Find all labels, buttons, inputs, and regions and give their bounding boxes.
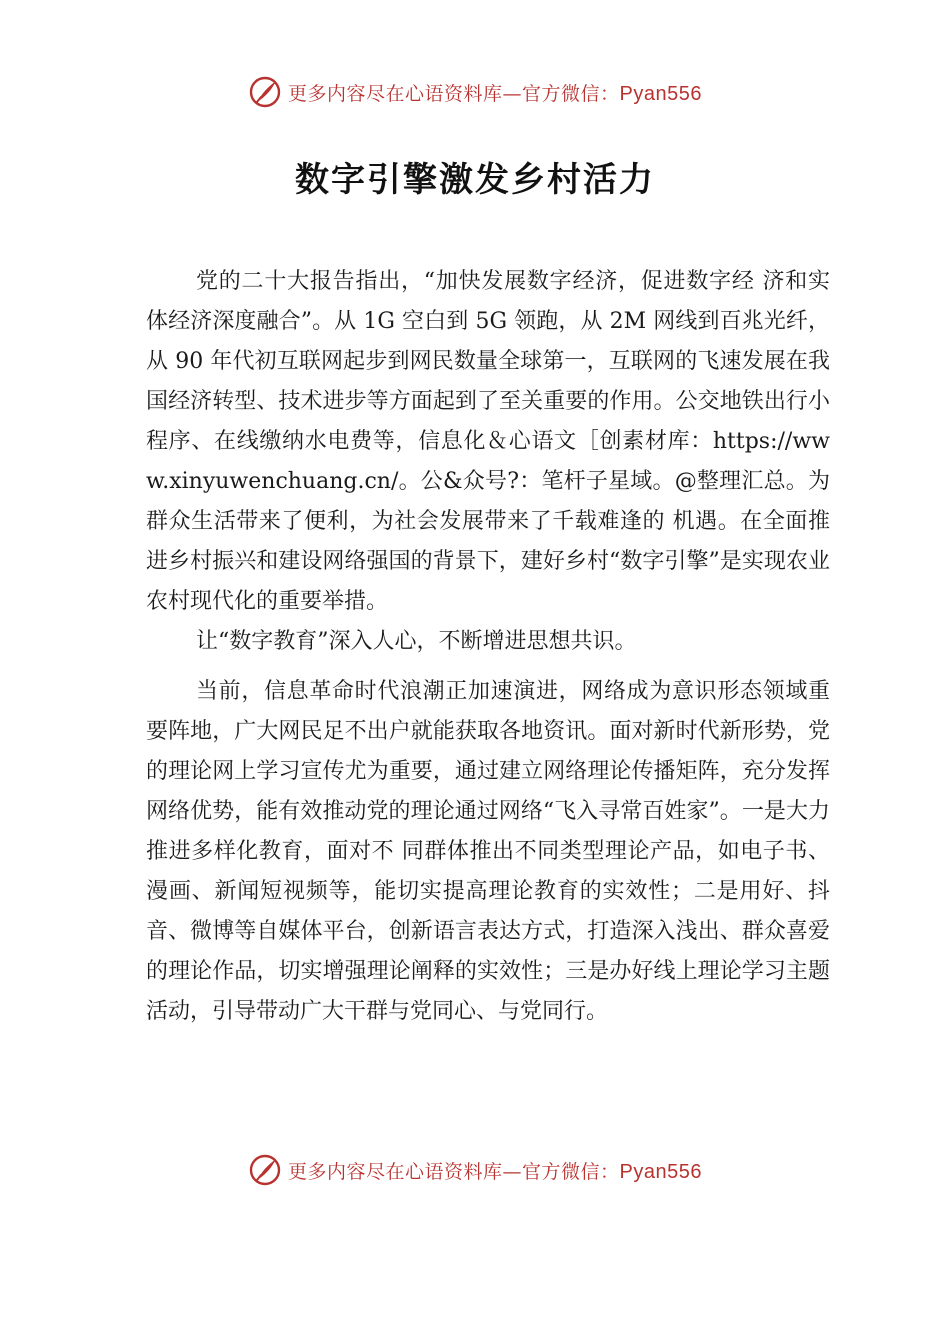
banner-account: Pyan556 xyxy=(619,82,702,105)
footer-banner xyxy=(0,1148,950,1192)
feather-pen-logo-icon xyxy=(248,1153,282,1187)
banner-text: 更多内容尽在心语资料库—官方微信：Pyan556 xyxy=(288,1160,702,1183)
document-title: 数字引擎激发乡村活力 xyxy=(295,160,655,200)
paragraph-3: 当前，信息革命时代浪潮正加速演进，网络成为意识形态领域重要阵地，广大网民足不出户就能获取各地资讯。面对新时代新形势，党的理论网上学习宣传尤为重要，通过建立网络理论传播矩阵，充分发挥网络优势，能有效推动党的理论通过网络“飞入寻常百姓家”。一是大力推进多样化教育，面对不 同群体推出不同类型理论产品，如电子书、漫画、新闻短视频等，能切实提高理论教育的实效性；二是用好、抖音、微博等自媒体平台，创新语言表达方式，打造深入浅出、群众喜爱的理论作品，切实增强理论阐释的实效性；三是办好线上理论学习主题活动，引导带动广大干群与党同心、与党同行。 xyxy=(146,679,830,1024)
paragraph-2: 让“数字教育”深入人心，不断增进思想共识。 xyxy=(196,629,637,654)
feather-pen-logo-icon xyxy=(248,75,282,109)
header-banner xyxy=(0,70,950,114)
banner-text: 更多内容尽在心语资料库—官方微信：Pyan556 xyxy=(288,82,702,105)
banner-account: Pyan556 xyxy=(619,1160,702,1183)
paragraph-1: 党的二十大报告指出，“加快发展数字经济，促进数字经 济和实体经济深度融合”。从 1G 空白到 5G 领跑，从 2M 网线到百兆光纤，从 90 年代初互联网起步到网民数量全球第一，互联网的飞速发展在我国经济转型、技术进步等方面起到了至关重要的作用。公交地铁出行小程序、在线缴纳水电费等，信息化＆心语文［创素材库：https://www.xinyuwenchuang.cn/。公&众号?：笔杆子星域。@整理汇总。为群众生活带来了便利，为社会发展带来了千载难逢的 机遇。在全面推进乡村振兴和建设网络强国的背景下，建好乡村“数字引擎”是实现农业农村现代化的重要举措。 xyxy=(146,269,830,614)
document-body xyxy=(146,262,830,1032)
